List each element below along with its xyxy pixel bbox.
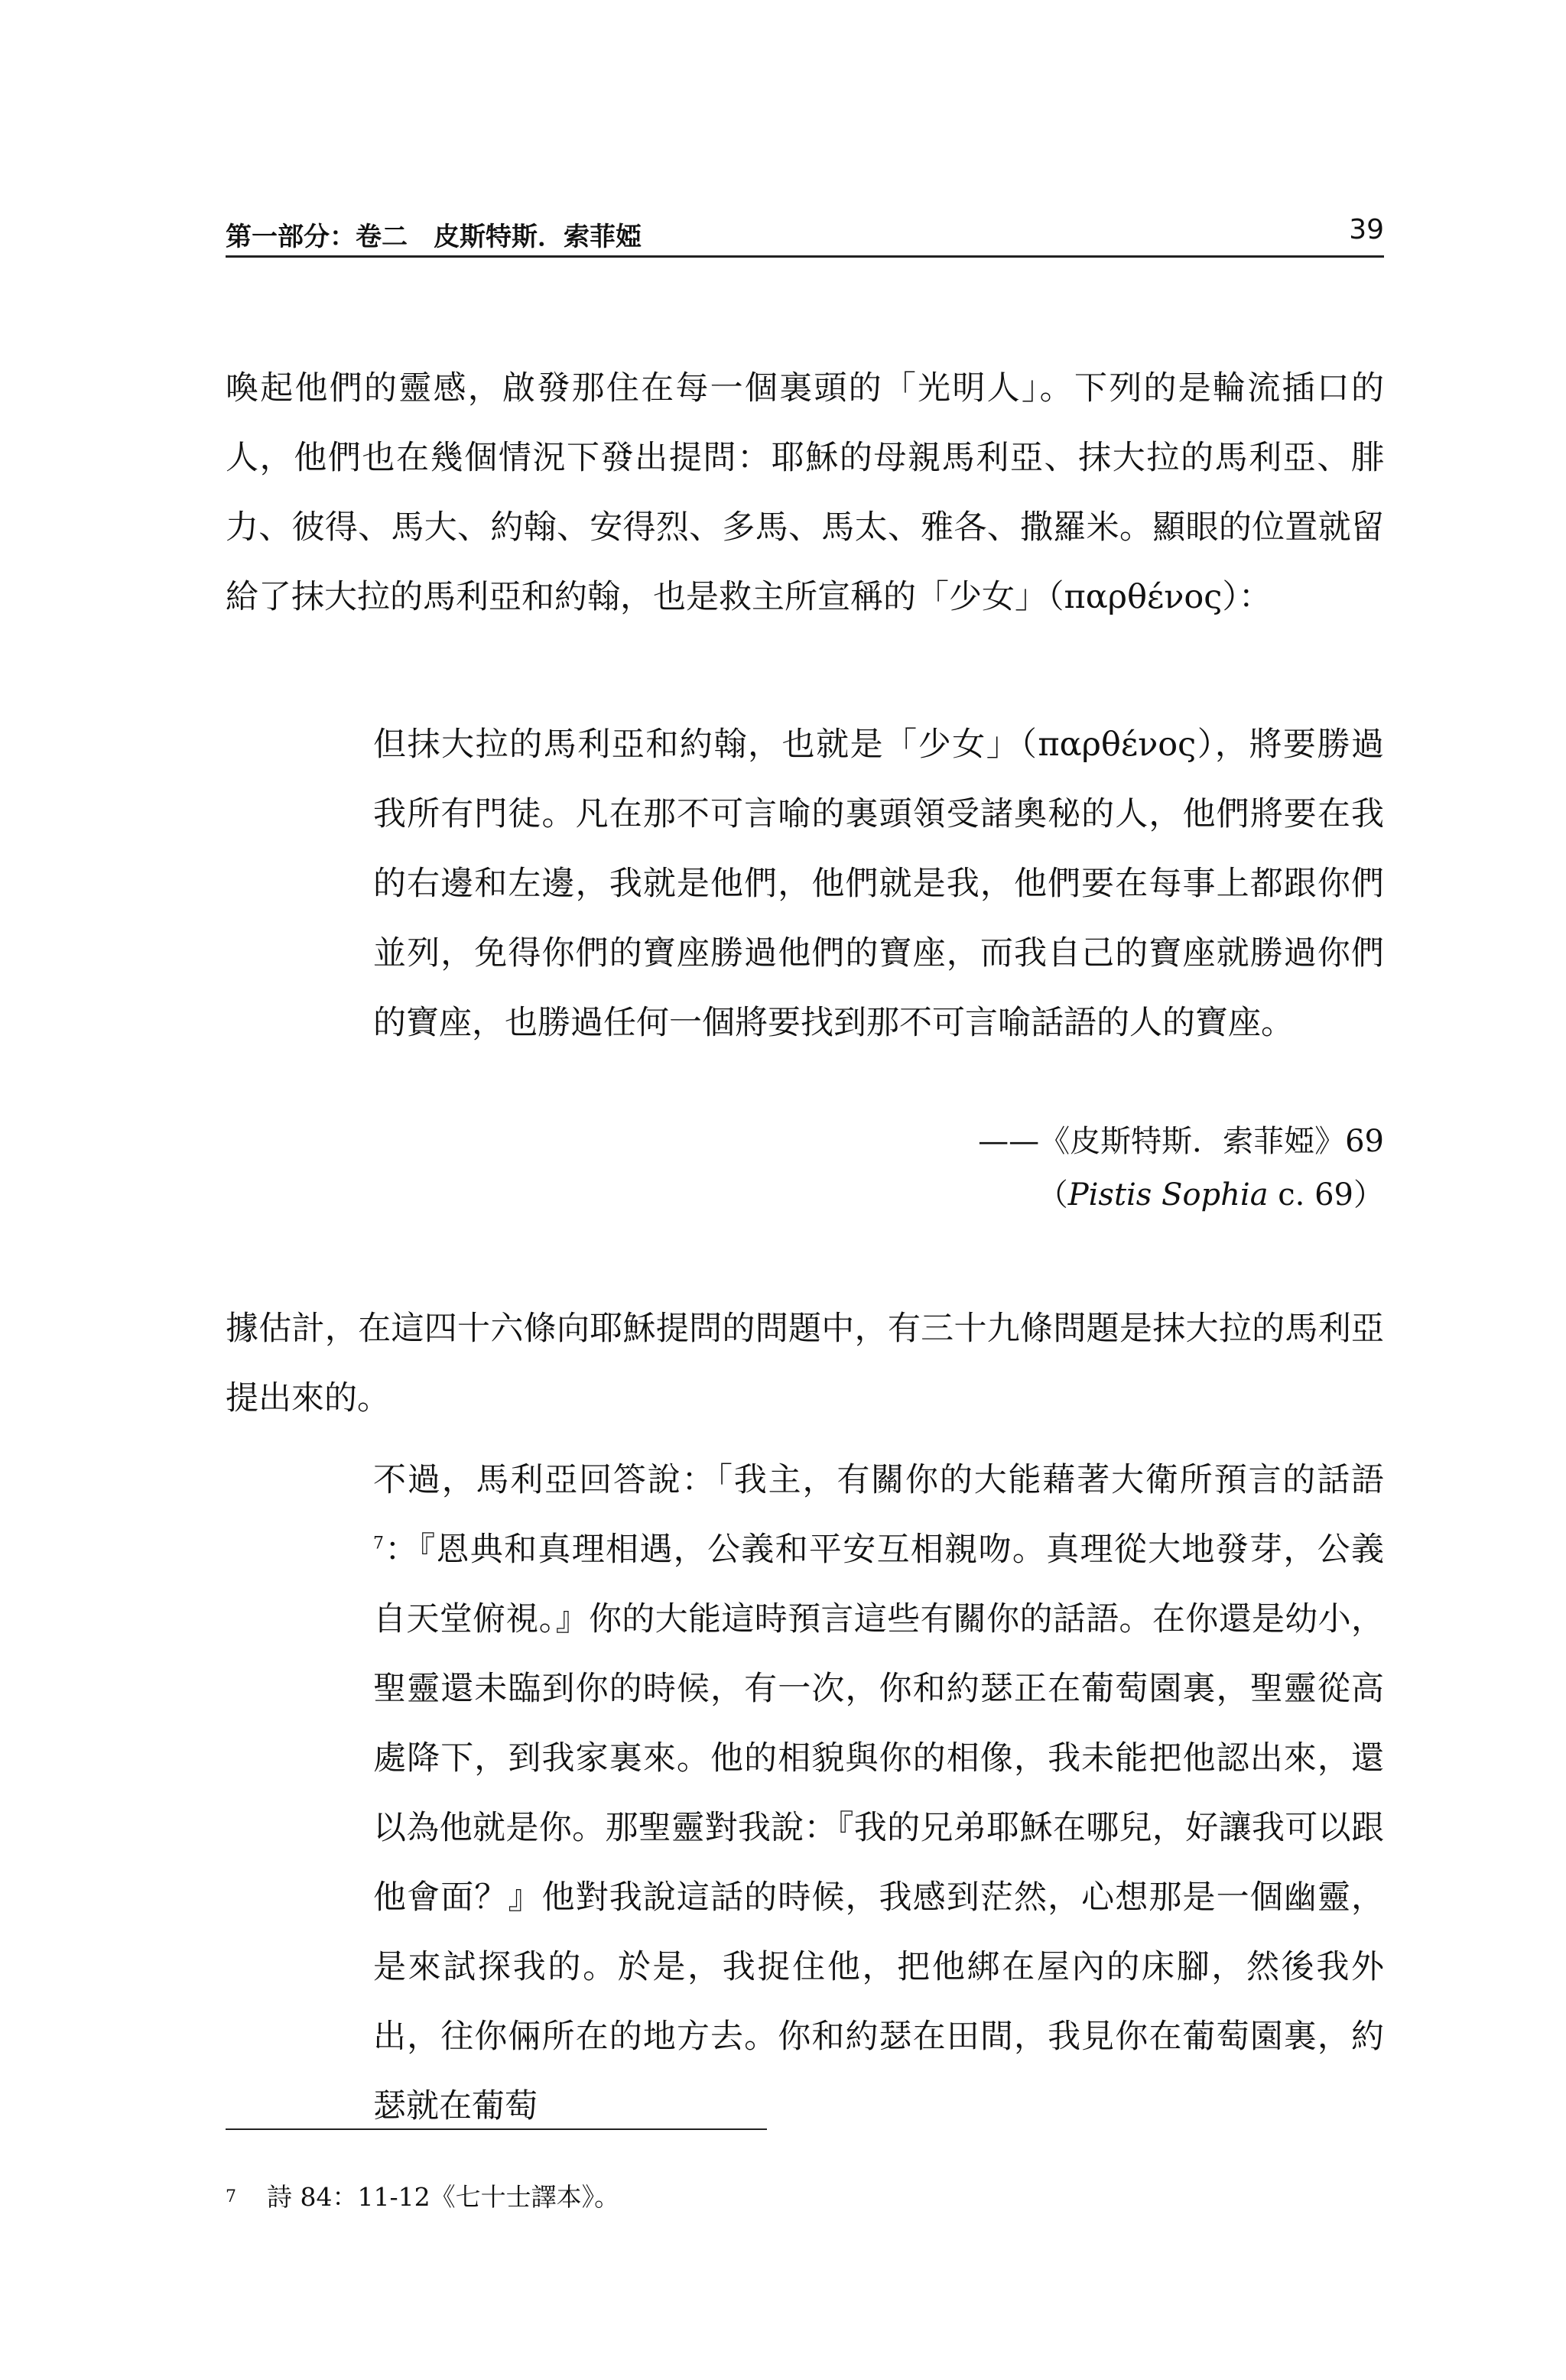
citation-latin-title: Pistis Sophia bbox=[1067, 1177, 1269, 1213]
book-title: 皮斯特斯．索菲婭 bbox=[434, 222, 642, 252]
header-divider bbox=[226, 255, 1384, 258]
intro-paragraph: 喚起他們的靈感，啟發那住在每一個裏頭的「光明人」。下列的是輪流插口的人，他們也在幾個情況下發出提問：耶穌的母親馬利亞、抹大拉的馬利亞、腓力、彼得、馬大、約翰、安得烈、多馬、馬太、雅各、撒羅米。顯眼的位置就留給了抹大拉的馬利亞和約翰，也是救主所宣稱的「少女」（παρθένος）： bbox=[226, 369, 1384, 616]
running-head-title bbox=[226, 216, 668, 253]
footnote-divider bbox=[226, 2128, 767, 2130]
footnote-text: 詩 84：11-12《七十士譯本》。 bbox=[267, 2182, 620, 2212]
citation-chinese: ——《皮斯特斯．索菲婭》69 bbox=[978, 1124, 1384, 1159]
block-quote-1: 但抹大拉的馬利亞和約翰，也就是「少女」（παρθένος），將要勝過我所有門徒。凡在那不可言喻的裏頭領受諸奧秘的人，他們將要在我的右邊和左邊，我就是他們，他們就是我，他們要在每事上都跟你們並列，免得你們的寶座勝過他們的寶座，而我自己的寶座就勝過你們的寶座，也勝過任何一個將要找到那不可言喻話語的人的寶座。 bbox=[373, 726, 1384, 1042]
footnote-number: 7 bbox=[226, 2187, 236, 2206]
footnote bbox=[226, 2182, 619, 2213]
page-number: 39 bbox=[1349, 214, 1384, 245]
section-label: 第一部分：卷二 bbox=[226, 222, 408, 252]
block-quote-2: 不過，馬利亞回答說：「我主，有關你的大能藉著大衛所預言的話語$^7$：『恩典和真理相遇，公義和平安互相親吻。真理從大地發芽，公義自天堂俯視。』你的大能這時預言這些有關你的話語。在你還是幼小，聖靈還未臨到你的時候，有一次，你和約瑟正在葡萄園裏，聖靈從高處降下，到我家裏來。他的相貌與你的相像，我未能把他認出來，還以為他就是你。那聖靈對我說：『我的兄弟耶穌在哪兒，好讓我可以跟他會面？』他對我說這話的時候，我感到茫然，心想那是一個幽靈，是來試探我的。於是，我捉住他，把他綁在屋內的床腳，然後我外出，往你倆所在的地方去。你和約瑟在田間，我見你在葡萄園裏，約瑟就在葡萄 bbox=[373, 1461, 1384, 2125]
footnote-reference[interactable]: 7 bbox=[373, 1534, 384, 1554]
running-head bbox=[226, 208, 1384, 254]
citation-latin: （Pistis Sophia c. 69） bbox=[1037, 1177, 1384, 1213]
statistics-paragraph: 據估計，在這四十六條向耶穌提問的問題中，有三十九條問題是抹大拉的馬利亞提出來的。 bbox=[226, 1310, 1384, 1417]
quote-citation bbox=[841, 1115, 1384, 1222]
